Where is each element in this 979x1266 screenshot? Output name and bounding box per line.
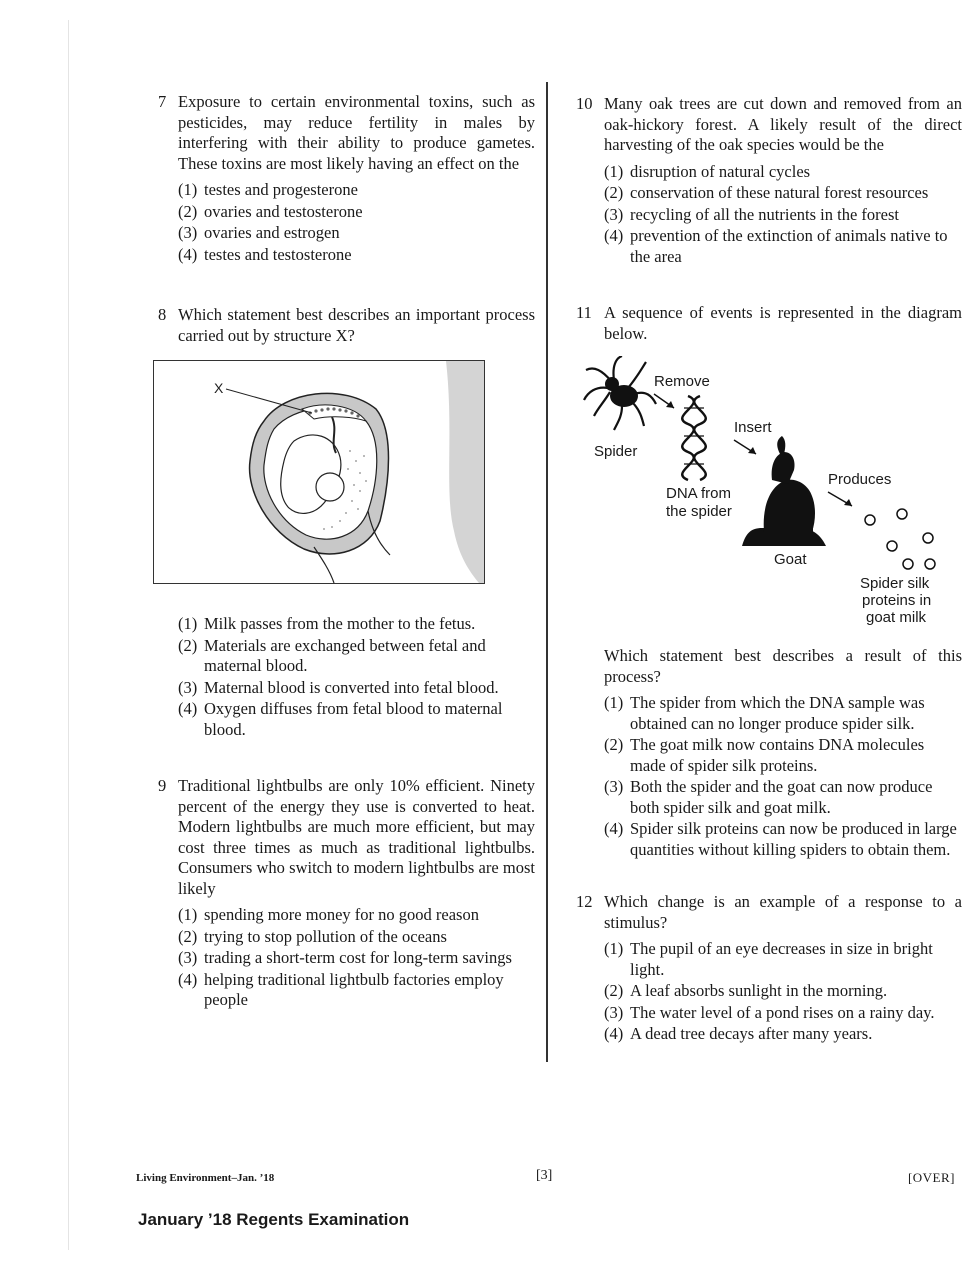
option-number: (3)	[604, 204, 624, 224]
answer-option[interactable]	[178, 699, 535, 740]
option-text: testes and progesterone	[204, 180, 358, 199]
answer-option[interactable]	[604, 735, 962, 776]
option-number: (4)	[178, 699, 198, 718]
structure-x-label: X	[214, 380, 224, 396]
answer-option[interactable]	[604, 162, 962, 183]
option-text: A leaf absorbs sunlight in the morning.	[630, 981, 888, 1000]
question-stem: Exposure to certain environmental toxins, such as pesticides, may reduce fertility in males by interfering with their ability to produce gametes. These toxins are most likely having an effect on the	[178, 92, 535, 173]
option-text: Maternal blood is converted into fetal blood.	[204, 677, 499, 697]
option-text: The goat milk now contains DNA molecules made of spider silk proteins.	[630, 735, 925, 775]
option-text: disruption of natural cycles	[630, 161, 811, 181]
option-text: The pupil of an eye decreases in size in bright light.	[630, 939, 933, 979]
option-text: prevention of the extinction of animals native to the area	[630, 226, 948, 266]
scan-edge	[68, 20, 69, 1250]
option-text: helping traditional lightbulb factories employ people	[204, 969, 504, 1009]
option-number: (3)	[604, 1002, 624, 1022]
question-11	[576, 303, 962, 344]
option-number: (3)	[178, 223, 198, 242]
dna-label-line2: the spider	[666, 503, 732, 520]
answer-option[interactable]	[178, 202, 535, 223]
question-prompt: Which statement best describes a result of this process?	[604, 646, 962, 686]
answer-option[interactable]	[178, 245, 535, 266]
uterus-diagram	[154, 361, 484, 583]
over-indicator: [OVER]	[907, 1170, 955, 1185]
option-text: ovaries and estrogen	[204, 223, 340, 242]
option-number: (2)	[178, 201, 198, 221]
column-divider	[546, 82, 548, 1062]
answer-option[interactable]	[178, 970, 535, 1011]
option-text: conservation of these natural forest resources	[630, 183, 929, 202]
answer-option[interactable]	[178, 927, 535, 948]
question-number: 7	[158, 92, 167, 111]
option-number: (4)	[604, 1024, 624, 1043]
question-8	[158, 305, 535, 346]
question-8-options	[158, 614, 535, 740]
question-12	[576, 892, 962, 1045]
question-number: 10	[576, 94, 593, 113]
option-number: (4)	[178, 244, 198, 264]
question-stem: Traditional lightbulbs are only 10% efficient. Ninety percent of the energy they use is converted to heat. Modern lightbulbs are much more efficient, but may cost three times as much as traditional lightbulbs. Consumers who switch to modern lightbulbs are most likely	[178, 776, 535, 898]
question-number: 12	[576, 892, 593, 911]
answer-option[interactable]	[604, 939, 962, 980]
option-number: (3)	[178, 948, 198, 967]
option-number: (3)	[178, 677, 198, 697]
question-number: 9	[158, 776, 167, 795]
answer-option[interactable]	[178, 905, 535, 926]
answer-options	[604, 693, 962, 860]
answer-options	[178, 180, 535, 265]
answer-option[interactable]	[178, 636, 535, 677]
question-number: 11	[576, 303, 592, 322]
silk-label-line2: proteins in	[862, 592, 932, 609]
question-stem: A sequence of events is represented in the diagram below.	[604, 303, 962, 343]
answer-option[interactable]	[604, 777, 962, 818]
dna-helix-icon	[682, 396, 706, 480]
option-text: trying to stop pollution of the oceans	[204, 926, 447, 946]
regents-banner: January ’18 Regents Examination	[138, 1210, 410, 1229]
option-number: (2)	[604, 981, 624, 1000]
answer-options	[178, 905, 535, 1011]
left-column	[158, 92, 535, 1012]
silk-label-line3: goat milk	[866, 609, 927, 626]
option-text: testes and testosterone	[204, 244, 352, 264]
question-stem: Which statement best describes an important process carried out by structure X?	[178, 305, 535, 345]
option-number: (2)	[178, 926, 198, 946]
option-number: (1)	[604, 161, 624, 181]
dna-label-line1: DNA from	[666, 485, 732, 502]
option-text: trading a short-term cost for long-term savings	[204, 948, 512, 967]
question-number: 8	[158, 305, 167, 324]
option-number: (2)	[604, 735, 624, 754]
option-text: The water level of a pond rises on a rainy day.	[630, 1002, 935, 1022]
answer-option[interactable]	[604, 226, 962, 267]
silk-protein-circles	[865, 509, 935, 569]
question-stem: Which change is an example of a response to a stimulus?	[604, 892, 962, 932]
answer-option[interactable]	[178, 948, 535, 969]
answer-option[interactable]	[178, 614, 535, 635]
option-number: (2)	[178, 635, 198, 655]
answer-option[interactable]	[178, 678, 535, 699]
option-text: Spider silk proteins can now be produced in large quantities without killing spiders to obtain them.	[630, 819, 957, 859]
option-number: (1)	[178, 905, 198, 924]
option-text: The spider from which the DNA sample was obtained can no longer produce spider silk.	[630, 693, 925, 733]
produces-label: Produces	[828, 471, 892, 488]
option-number: (4)	[604, 819, 624, 838]
option-number: (4)	[178, 969, 198, 989]
question-stem: Many oak trees are cut down and removed from an oak-hickory forest. A likely result of the direct harvesting of the oak species would be the	[604, 94, 962, 154]
fetus-head	[316, 473, 344, 501]
answer-option[interactable]	[604, 819, 962, 860]
right-column	[576, 94, 962, 1046]
option-number: (1)	[178, 614, 198, 633]
question-11-prompt	[576, 646, 962, 860]
spider-icon	[584, 356, 656, 430]
genetic-engineering-diagram	[576, 356, 962, 626]
question-7	[158, 92, 535, 265]
option-text: ovaries and testosterone	[204, 201, 363, 221]
answer-option[interactable]	[604, 1003, 962, 1024]
maternal-body-shading	[446, 361, 484, 583]
answer-option[interactable]	[604, 693, 962, 734]
option-text: Materials are exchanged between fetal and maternal blood.	[204, 635, 486, 675]
answer-option[interactable]	[178, 180, 535, 201]
option-number: (3)	[604, 777, 624, 796]
answer-option[interactable]	[604, 205, 962, 226]
answer-options	[178, 614, 535, 740]
option-text: A dead tree decays after many years.	[630, 1024, 873, 1043]
goat-label: Goat	[774, 551, 807, 568]
option-text: spending more money for no good reason	[204, 905, 479, 924]
answer-options	[604, 162, 962, 268]
answer-option[interactable]	[604, 183, 962, 204]
silk-label-line1: Spider silk	[860, 575, 930, 592]
answer-option[interactable]	[178, 223, 535, 244]
remove-label: Remove	[654, 373, 710, 390]
option-number: (1)	[178, 180, 198, 199]
answer-options	[604, 939, 962, 1045]
option-number: (1)	[604, 693, 624, 712]
spider-goat-diagram	[576, 356, 962, 626]
answer-option[interactable]	[604, 1024, 962, 1045]
option-number: (4)	[604, 226, 624, 245]
option-text: recycling of all the nutrients in the forest	[630, 204, 899, 224]
question-9	[158, 776, 535, 1011]
fetus-uterus-figure	[153, 360, 485, 584]
remove-arrowhead	[666, 401, 674, 408]
question-10	[576, 94, 962, 267]
insert-label: Insert	[734, 419, 772, 436]
option-number: (2)	[604, 183, 624, 202]
option-number: (1)	[604, 939, 624, 958]
page-number: [3]	[536, 1168, 553, 1183]
option-text: Oxygen diffuses from fetal blood to maternal blood.	[204, 699, 503, 739]
answer-option[interactable]	[604, 981, 962, 1002]
spider-label: Spider	[594, 443, 638, 460]
option-text: Both the spider and the goat can now produce both spider silk and goat milk.	[630, 777, 933, 817]
option-text: Milk passes from the mother to the fetus.	[204, 614, 476, 633]
exam-name-footer: Living Environment–Jan. ’18	[136, 1172, 275, 1184]
